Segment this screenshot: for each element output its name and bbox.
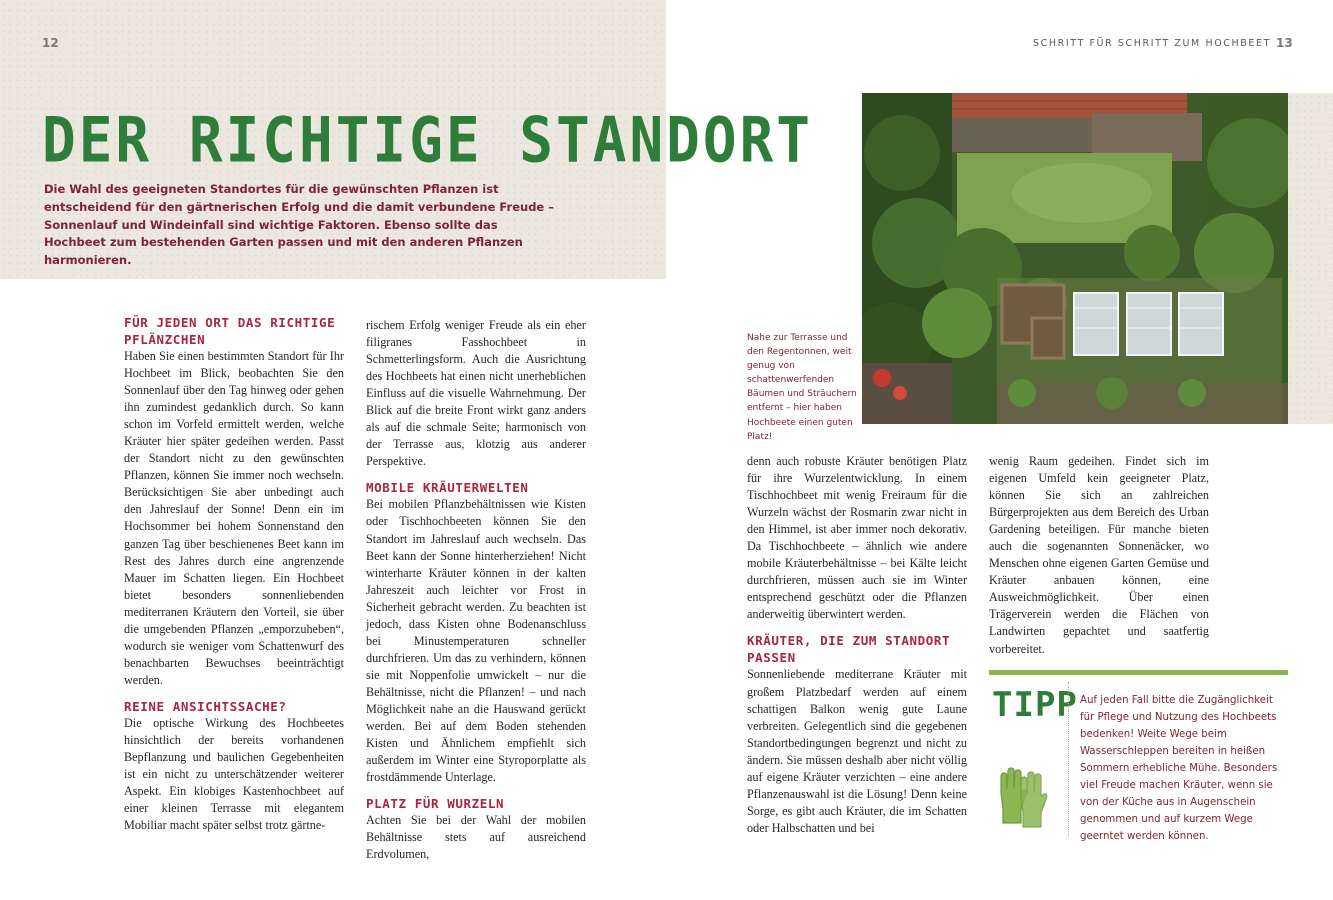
garden-aerial-photo <box>862 93 1288 424</box>
body-paragraph: Bei mobilen Pflanzbehältnissen wie Kisten oder Tischhochbeeten können Sie den Standort im Jahreslauf auch wechseln. Das Beet kann der Sonne hinterherziehen! Nicht winterharte Kräuter können in der kalten Jahreszeit auch leichter vor Frost in Sicherheit gebracht werden. Zu beachten ist jedoch, dass Kisten ohne Bodenanschluss bei Minustemperaturen schneller durchfrieren. Um das zu verhindern, können sie mit Noppenfolie umwickelt – nur die Behältnisse, nicht die Pflanzen! – und nach Möglichkeit nahe an die Hauswand gerückt werden. Bei auf dem Boden stehenden Kisten und Ähnlichem empfiehlt sich außerdem im Winter eine Styroporplatte als frostdämmende Unterlage. <box>366 497 586 785</box>
body-paragraph: rischem Erfolg weniger Freude als ein eher filigranes Fasshochbeet in Schmetterlingsform. Auch die Ausrichtung des Hochbeets hat einen nicht unerheblichen Einfluss auf die visuelle Wahrnehmung. Der Blick auf die breite Front wirkt ganz anders als auf die schmale Seite; harmonisch von der Terrasse aus, klotzig aus anderer Perspektive. <box>366 318 586 469</box>
section-heading: FÜR JEDEN ORT DAS RICHTIGE PFLÄNZCHEN <box>124 315 336 347</box>
lead-paragraph: Die Wahl des geeigneten Standortes für die gewünschten Pflanzen ist entscheidend für den gärtnerischen Erfolg und die damit verbundene Freude – Sonnenlauf und Windeinfall sind wichtige Faktoren. Ebenso sollte das Hochbeet zum bestehenden Garten passen und mit den anderen Pflanzen harmonieren. <box>44 182 554 268</box>
page-number-right: 13 <box>1276 36 1293 50</box>
body-paragraph: Sonnenliebende mediterrane Kräuter mit großem Platzbedarf werden auf einem schattigen Balkon wenig gute Laune verbreiten. Gelegentlich sind die gegebenen Standortbedingungen begrenzt und nicht zu ändern. Sie müssen deshalb aber nicht völlig auf eigene Kräuter verzichten – eine andere Pflanzenauswahl ist die Lösung! Denn keine Sorge, es gibt auch Kräuter, die im Schatten oder Halbschatten und bei <box>747 667 967 835</box>
body-paragraph: wenig Raum gedeihen. Findet sich im eigenen Umfeld kein geeigneter Platz, können Sie sich an zahlreichen Bürgerprojekten aus dem Bereich des Urban Gardening beteiligen. Für manche bieten auch die sogenannten Sonnenäcker, wo Menschen ohne eigenen Garten Gemüse und Kräuter anbauen können, eine Ausweichmöglichkeit. Über einen Trägerverein werden die Flächen von Landwirten gepachtet und saatfertig vorbereitet. <box>989 454 1209 656</box>
garden-aerial-illustration <box>862 93 1288 424</box>
section-heading: PLATZ FÜR WURZELN <box>366 796 505 812</box>
gardening-gloves-icon <box>993 763 1051 829</box>
text-column-2 <box>366 317 586 863</box>
tipp-text: Auf jeden Fall bitte die Zugänglichkeit für Pflege und Nutzung des Hochbeets bedenken! Weite Wege beim Wasserschleppen bereiten in heißen Sommern erhebliche Mühe. Besonders viel Freude machen Kräuter, wenn sie von der Küche aus in Augenschein genommen und auf kurzem Wege geerntet werden können. <box>1080 695 1278 842</box>
body-paragraph: Die optische Wirkung des Hochbeetes hinsichtlich der bereits vorhandenen Bepflanzung und baulichen Gegebenheiten ist ein nicht zu unterschätzender weiterer Aspekt. Ein klobiges Kastenhochbeet auf einer kleinen Terrasse mit elegantem Mobiliar macht später selbst trotz gärtne- <box>124 715 344 833</box>
tipp-heading: TIPP <box>992 685 1078 725</box>
body-paragraph: Haben Sie einen bestimmten Standort für Ihr Hochbeet im Blick, beobachten Sie den Sonnenlauf über den Tag hinweg oder gehen ihn zumindest gedanklich durch. So kann schon im Vorfeld ermittelt werden, welche Kräuter hier später gedeihen werden. Passt der Standort nicht zu den gewünschten Pflanzen, können Sie immer noch wechseln. Berücksichtigen Sie aber unbedingt auch den Jahreslauf der Sonne! Denn ein im Hochsommer bei hohem Sonnenstand den ganzen Tag über beschienenes Beet kann im Rest des Jahres durch eine angrenzende Mauer im Schatten liegen. Ein Hochbeet bietet besonders sonnenliebenden mediterranen Kräutern den Vorteil, sie über die umgebenden Pflanzen „emporzuheben“, wodurch sie weniger vom Schattenwurf des benachbarten Bewuchses beeinträchtigt werden. <box>124 349 344 687</box>
running-head: SCHRITT FÜR SCHRITT ZUM HOCHBEET <box>1033 38 1271 49</box>
tipp-dotted-divider <box>1068 682 1069 836</box>
text-column-3 <box>747 453 967 837</box>
text-column-1 <box>124 314 344 834</box>
page-number-left: 12 <box>42 36 59 50</box>
page-title: DER RICHTIGE STANDORT <box>42 104 814 178</box>
body-paragraph: Achten Sie bei der Wahl der mobilen Behältnisse stets auf ausreichend Erdvolumen, <box>366 813 586 862</box>
section-heading: KRÄUTER, DIE ZUM STANDORT PASSEN <box>747 633 951 666</box>
photo-caption: Nahe zur Terrasse und den Regentonnen, weit genug von schattenwerfenden Bäumen und Sträuchern entfernt – hier haben Hochbeete einen guten Platz! <box>747 333 857 442</box>
paper-texture-strip <box>1287 93 1333 424</box>
section-heading: REINE ANSICHTSSACHE? <box>124 698 287 714</box>
body-paragraph: denn auch robuste Kräuter benötigen Platz für ihre Wurzelentwicklung. In einem Tischhochbeet mit wenig Freiraum für die Wurzeln wächst der Rosmarin zwar nicht in den Himmel, ist aber immer noch dekorativ. Da Tischhochbeete – ähnlich wie andere mobile Kräuterbehältnisse – bei Kälte leicht durchfrieren, müssen auch sie im Winter entsprechend geschützt oder die Pflanzen anderweitig überwintert werden. <box>747 454 967 622</box>
section-heading: MOBILE KRÄUTERWELTEN <box>366 480 529 496</box>
tipp-accent-bar <box>989 670 1288 675</box>
text-column-4 <box>989 453 1209 658</box>
